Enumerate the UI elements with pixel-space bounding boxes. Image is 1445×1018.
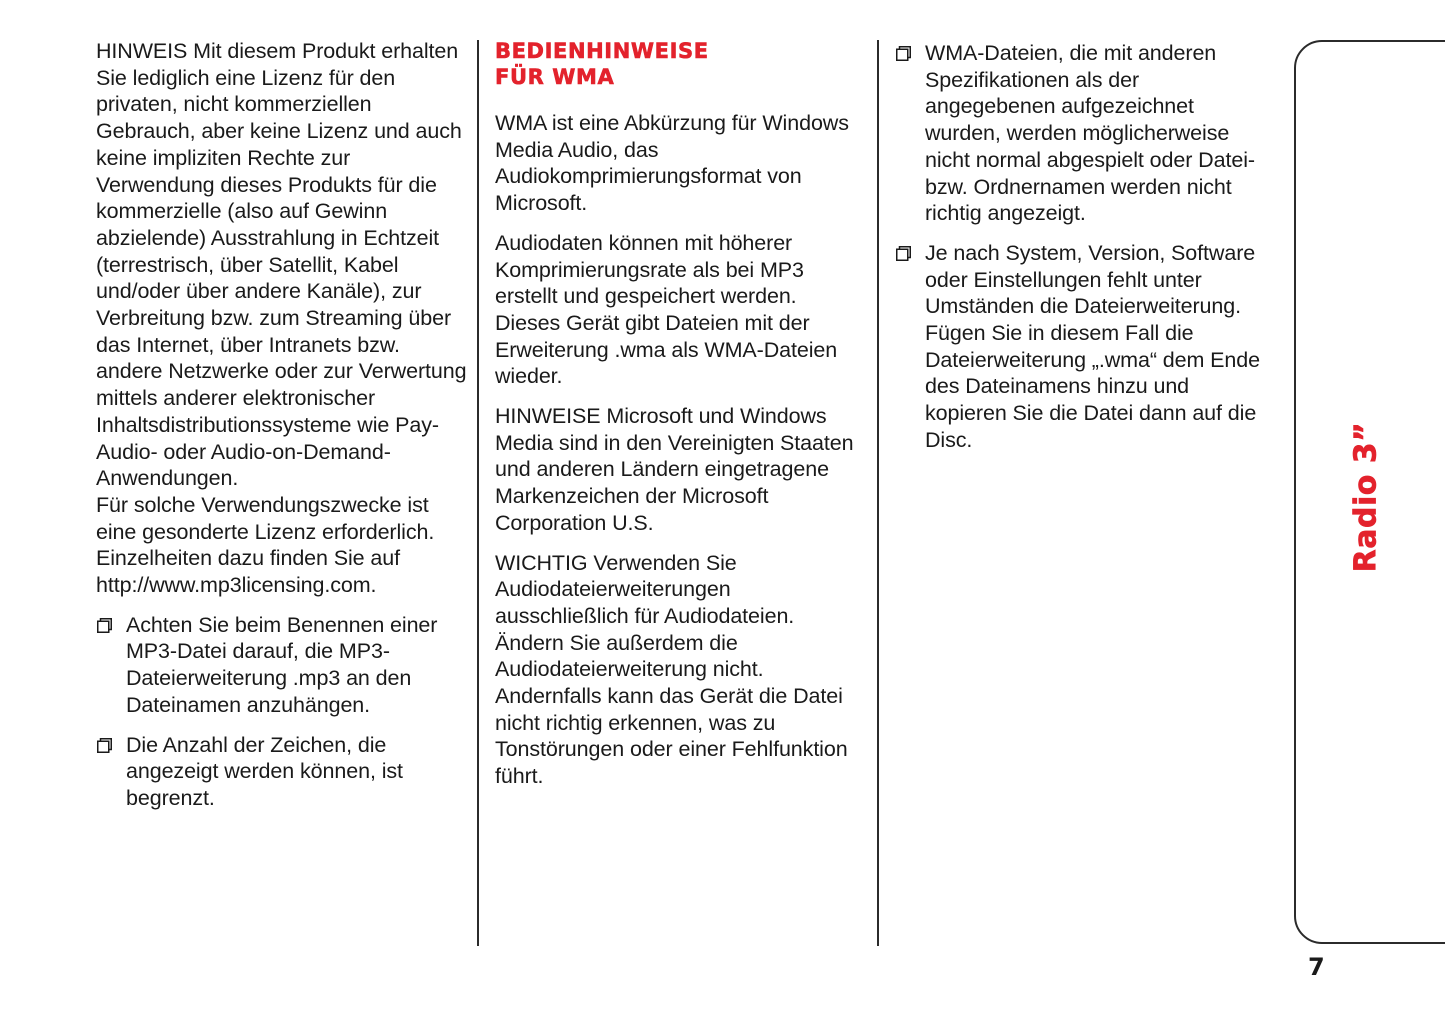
list-item	[96, 732, 468, 812]
list-item-text: Je nach System, Version, Software oder Einstellungen fehlt unter Umständen die Dateierweiterung. Fügen Sie in diesem Fall die Dateierweiterung „.wma“ dem Ende des Dateinamens hinzu und kopieren Sie die Datei dann auf die Disc.	[925, 240, 1260, 452]
paragraph: HINWEISE Microsoft und Windows Media sind in den Vereinigten Staaten und anderen Ländern eingetragene Markenzeichen der Microsoft Corporation U.S.	[495, 404, 854, 535]
column-right	[895, 40, 1267, 467]
column-left	[96, 38, 468, 825]
column-divider	[477, 40, 479, 946]
notice-paragraph-continued: Für solche Verwendungszwecke ist eine gesonderte Lizenz erforderlich. Einzelheiten dazu finden Sie auf http://www.mp3licensing.com.	[96, 492, 435, 598]
checkbox-bullet-icon	[896, 46, 911, 61]
list-item-text: Die Anzahl der Zeichen, die angezeigt werden können, ist begrenzt.	[126, 732, 403, 810]
checkbox-bullet-icon	[97, 618, 112, 633]
notice-paragraph: HINWEIS Mit diesem Produkt erhalten Sie lediglich eine Lizenz für den privaten, nicht kommerziellen Gebrauch, aber keine Lizenz und auch keine impliziten Rechte zur Verwendung dieses Produkts für die kommerzielle (also auf Gewinn abzielende) Ausstrahlung in Echtzeit (terrestrisch, über Satellit, Kabel und/oder über andere Kanäle), zur Verbreitung bzw. zum Streaming über das Internet, über Intranets bzw. andere Netzwerke oder zur Verwertung mittels anderer elektronischer Inhaltsdistributionssysteme wie Pay-Audio- oder Audio-on-Demand-Anwendungen.	[96, 39, 467, 491]
section-tab-label: Radio 3”	[1348, 421, 1384, 573]
paragraph: WMA ist eine Abkürzung für Windows Media Audio, das Audiokomprimierungsformat von Microsoft.	[495, 111, 849, 216]
list-item	[895, 40, 1267, 227]
list-item	[96, 612, 468, 719]
page-number: 7	[1308, 953, 1325, 981]
section-heading-line-1: BEDIENHINWEISE	[495, 39, 709, 63]
list-item-text: WMA-Dateien, die mit anderen Spezifikationen als der angegebenen aufgezeichnet wurden, werden möglicherweise nicht normal abgespielt oder Datei- bzw. Ordnernamen werden nicht richtig angezeigt.	[925, 41, 1255, 226]
list-item-text: Achten Sie beim Benennen einer MP3-Datei darauf, die MP3-Dateierweiterung .mp3 an den Dateinamen anzuhängen.	[126, 612, 438, 717]
section-heading	[495, 38, 863, 90]
column-middle	[495, 38, 863, 803]
checkbox-bullet-icon	[97, 738, 112, 753]
paragraph: Audiodaten können mit höherer Komprimierungsrate als bei MP3 erstellt und gespeichert werden. Dieses Gerät gibt Dateien mit der Erweiterung .wma als WMA-Dateien wieder.	[495, 230, 838, 389]
checkbox-bullet-icon	[896, 246, 911, 261]
paragraph: WICHTIG Verwenden Sie Audiodateierweiterungen ausschließlich für Audiodateien. Ändern Sie außerdem die Audiodateierweiterung nicht. Andernfalls kann das Gerät die Datei nicht richtig erkennen, was zu Tonstörungen oder einer Fehlfunktion führt.	[495, 550, 848, 789]
section-heading-line-2: FÜR WMA	[495, 65, 615, 89]
list-item	[895, 240, 1267, 454]
column-divider	[877, 40, 879, 946]
